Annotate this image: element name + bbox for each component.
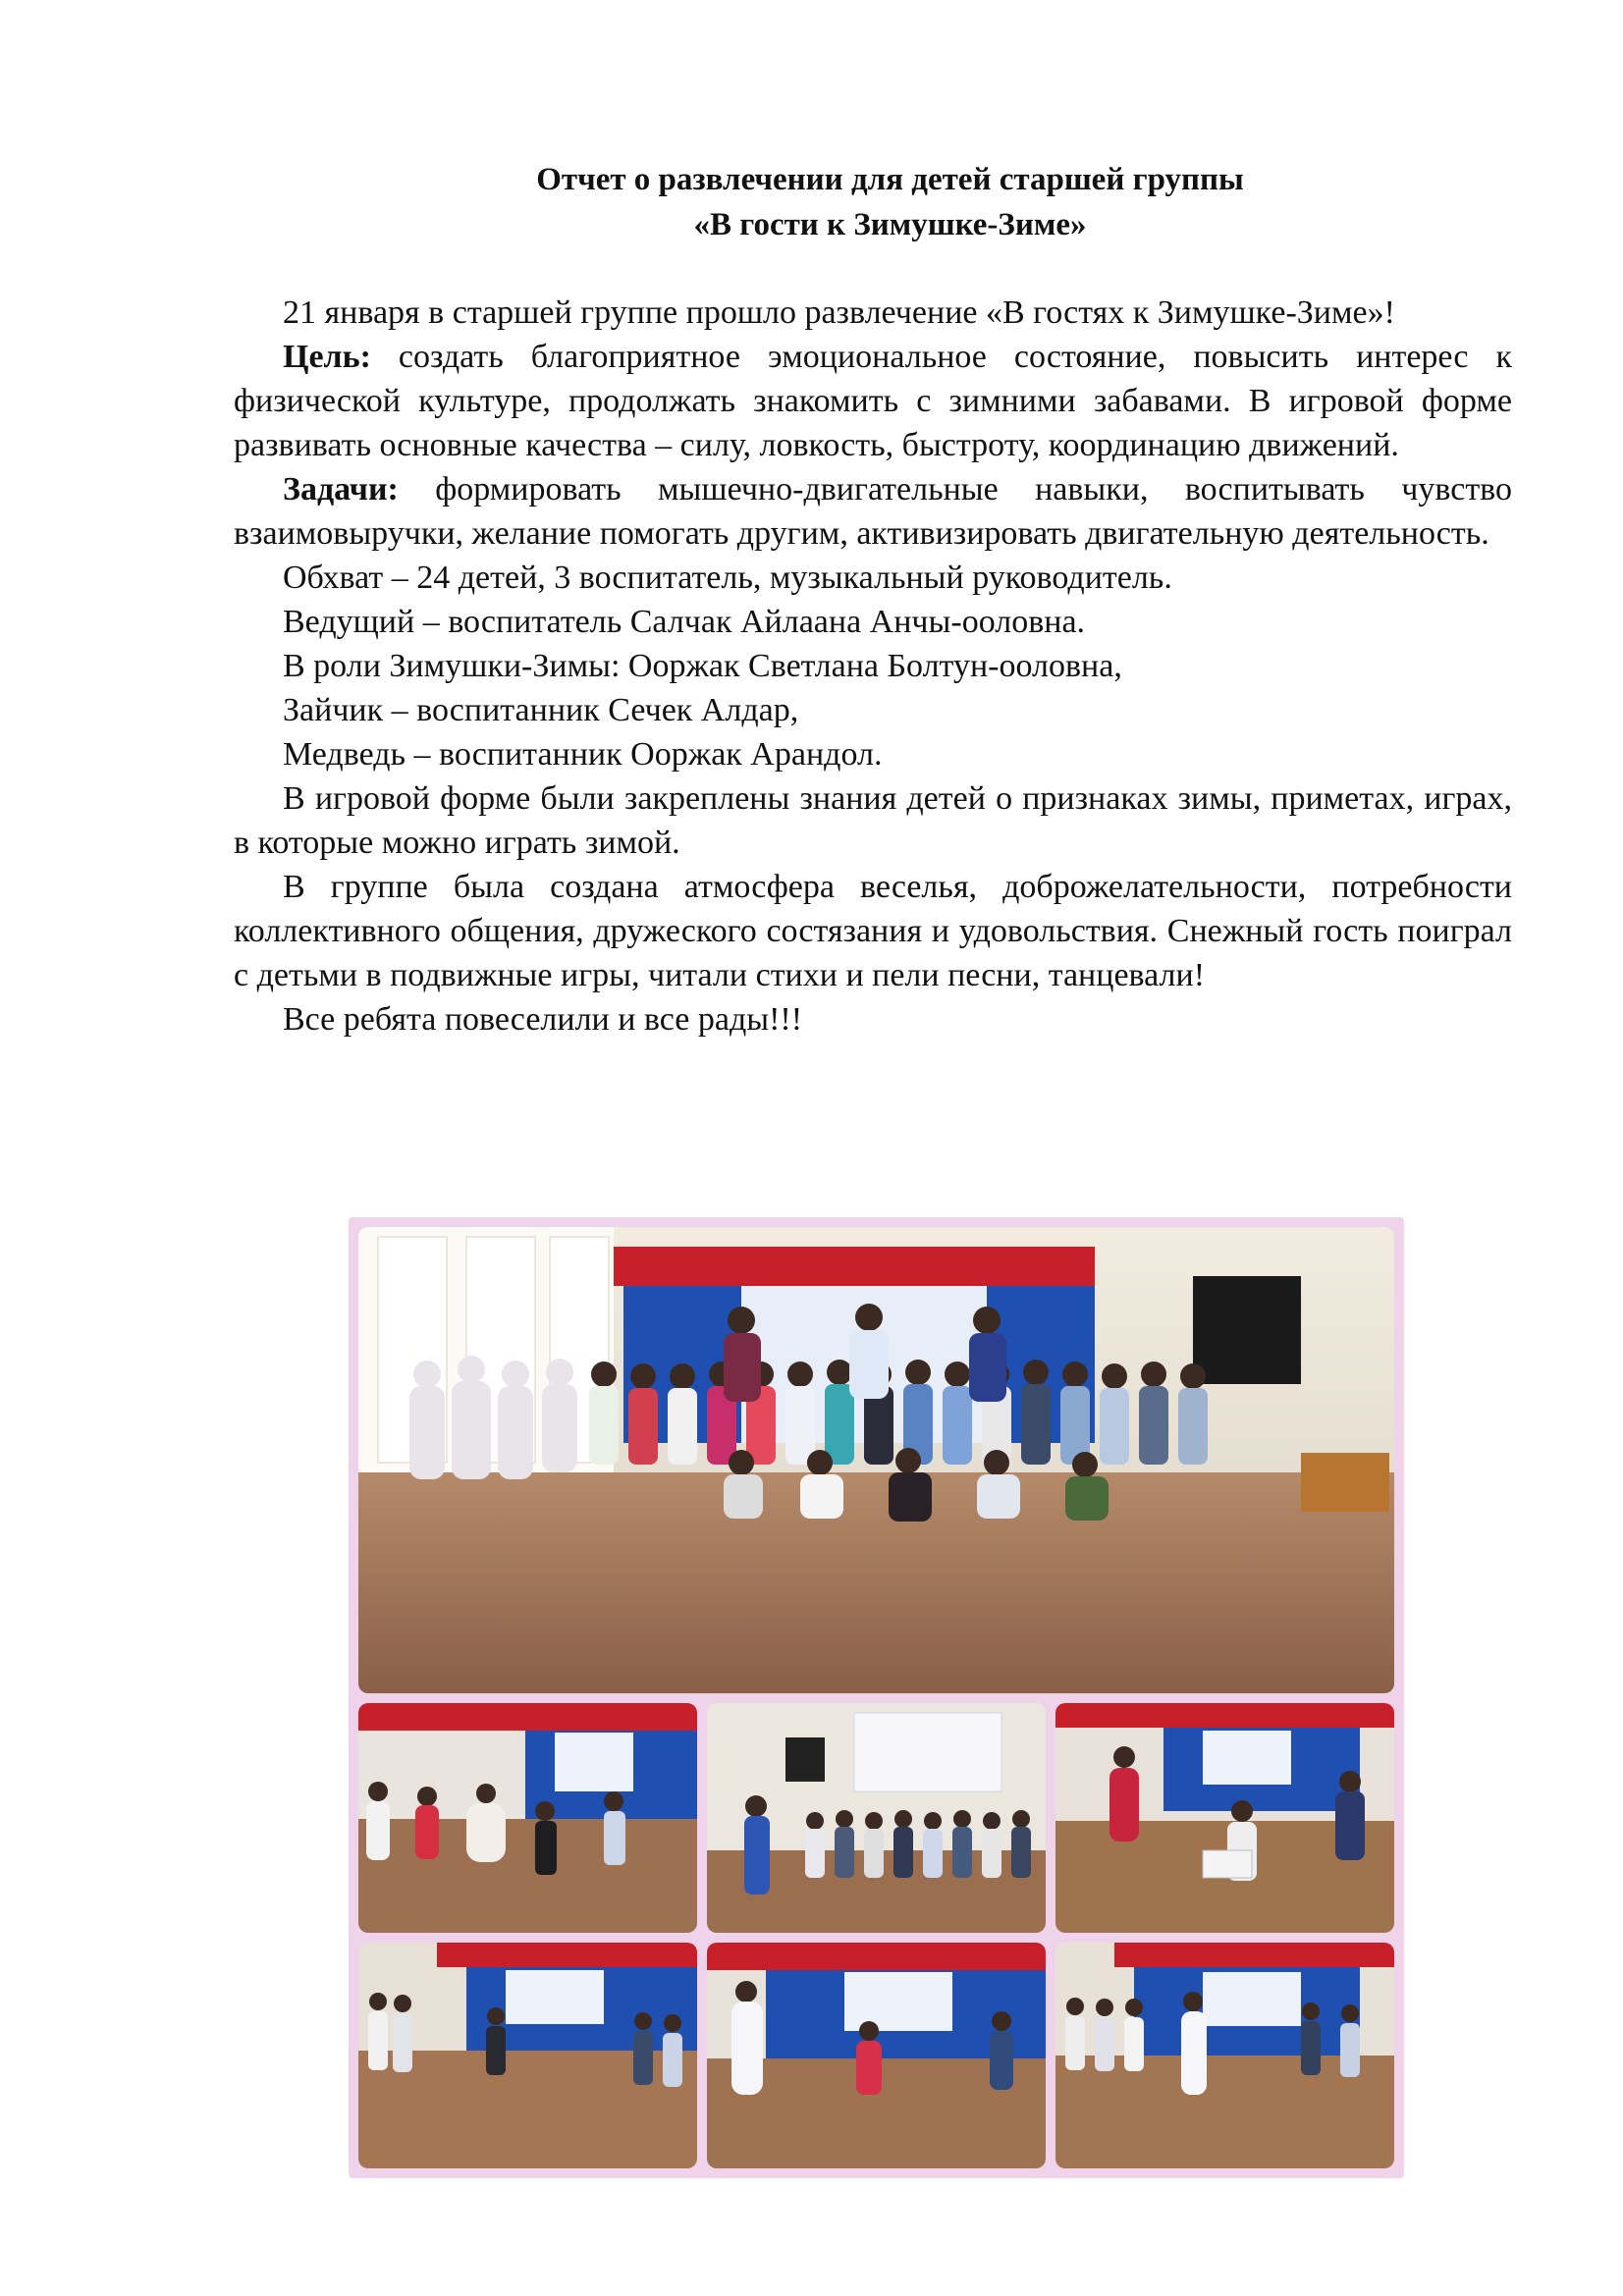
- paragraph-knowledge: В игровой форме были закреплены знания детей о признаках зимы, приметах, играх, в которые можно играть зимой.: [234, 780, 1512, 861]
- paragraph-goal: [234, 335, 1512, 467]
- tasks-text: формировать мышечно-двигательные навыки, воспитывать чувство взаимовыручки, желание помогать другим, активизировать двигательную деятельность.: [234, 471, 1512, 552]
- game-photo: [1055, 1703, 1394, 1933]
- paragraph-bunny-role: Зайчик – воспитанник Сечек Алдар,: [283, 692, 799, 728]
- document-title: [0, 157, 1623, 247]
- paragraph-coverage: Обхват – 24 детей, 3 воспитатель, музыкальный руководитель.: [283, 560, 1172, 596]
- paragraph-closing: Все ребята повеселили и все рады!!!: [283, 1001, 803, 1038]
- report-body: [234, 291, 1512, 1041]
- dance-photo: [358, 1703, 697, 1933]
- goal-text: создать благоприятное эмоциональное состояние, повысить интерес к физической культуре, продолжать знакомить с зимними забавами. В игровой форме развивать основные качества – силу, ловкость, быстроту, координацию движений.: [234, 339, 1512, 463]
- paragraph-host: Ведущий – воспитатель Салчак Айлаана Анчы-ооловна.: [283, 604, 1086, 640]
- tasks-label: Задачи:: [283, 471, 399, 507]
- title-line-1: Отчет о развлечении для детей старшей группы: [536, 162, 1244, 197]
- paragraph-atmosphere: В группе была создана атмосфера веселья, доброжелательности, потребности коллективного общения, дружеского состязания и удовольствия. Снежный гость поиграл с детьми в подвижные игры, читали стихи и пели песни, танцевали!: [234, 869, 1512, 993]
- main-group-photo: [358, 1227, 1394, 1693]
- photo-collage: [349, 1217, 1404, 2178]
- snow-maiden-photo: [707, 1943, 1046, 2168]
- goal-label: Цель:: [283, 339, 371, 375]
- paragraph-bear-role: Медведь – воспитанник Ооржак Арандол.: [283, 736, 883, 773]
- title-line-2: «В гости к Зимушке-Зиме»: [693, 207, 1087, 242]
- paragraph-tasks: [234, 467, 1512, 556]
- paragraph-intro: 21 января в старшей группе прошло развлечение «В гостях к Зимушке-Зиме»!: [283, 294, 1395, 331]
- paragraph-winter-role: В роли Зимушки-Зимы: Ооржак Светлана Болтун-ооловна,: [283, 648, 1122, 684]
- hall-photo-1: [358, 1943, 697, 2168]
- line-up-photo: [707, 1703, 1046, 1933]
- hall-photo-2: [1055, 1943, 1394, 2168]
